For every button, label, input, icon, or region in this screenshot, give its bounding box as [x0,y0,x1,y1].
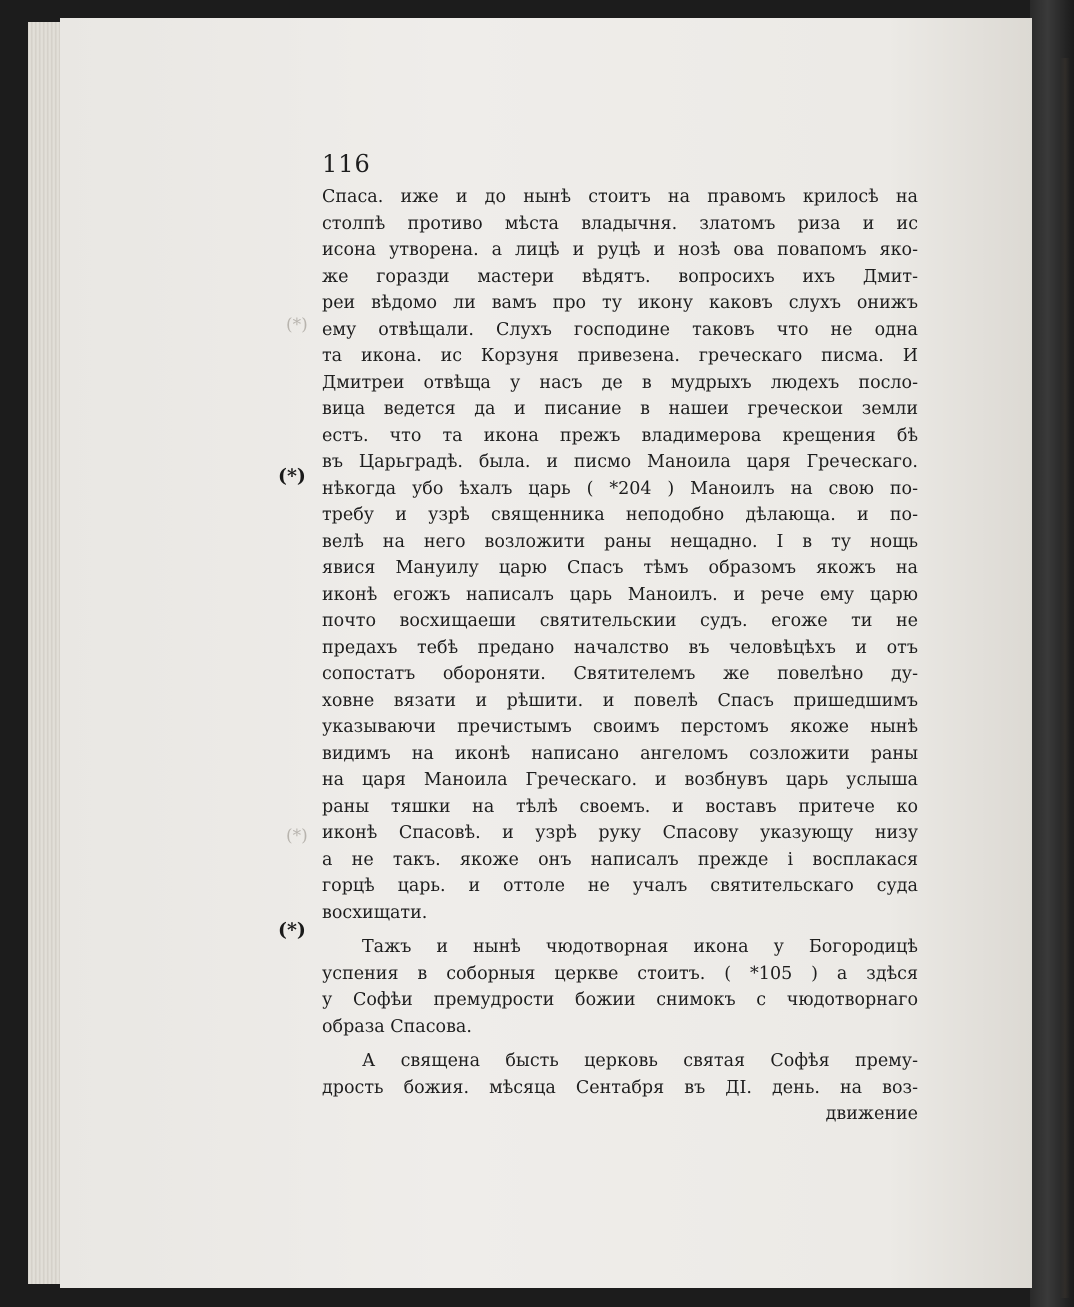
paragraph-gap [322,926,918,934]
text-line: восхищати. [322,902,428,923]
text-line: почто восхищаеши святительскии судъ. егоже ти не [322,611,918,631]
text-line: на царя Маноила Греческаго. и возбнувъ царь услыша [322,770,918,790]
text-line: нѣкогда убо ѣхалъ царь ( *204 ) Маноилъ на свою по- [322,478,918,499]
spine-crease [1060,58,1070,1298]
text-line: указываючи пречистымъ своимъ перстомъ якоже нынѣ [322,717,918,737]
text-line: предахъ тебѣ предано началство въ человѣцѣхъ и отъ [322,637,918,658]
text-line: вица ведется да и писание в нашеи греческои земли [322,399,918,419]
text-line: столпѣ противо мѣста владычня. златомъ риза и ис [322,213,918,234]
text-line: Спаса. иже и до нынѣ стоитъ на правомъ крилосѣ на [322,187,918,207]
marginal-note-mark: (*) [278,465,306,487]
text-line: требу и узрѣ священника неподобно дѣлающа. и по- [322,505,918,525]
text-line: явися Мануилу царю Спасъ тѣмъ образомъ якожъ на [322,558,918,578]
text-line: у Софѣи премудрости божии снимокъ с чюдотворнаго [322,990,918,1010]
text-line: иконѣ егожъ написалъ царь Маноилъ. и рече ему царю [322,584,918,605]
text-line: естъ. что та икона прежъ владимерова крещения бѣ [322,425,918,446]
text-line: горцѣ царь. и оттоле не учалъ святительскаго суда [322,876,918,896]
text-line: реи вѣдомо ли вамъ про ту икону каковъ слухъ онижъ [322,293,918,313]
text-line: А священа бысть церковь святая Софѣя прему- [362,1051,918,1071]
text-line: Дмитреи отвѣща у насъ де в мудрыхъ людехъ посло- [322,372,918,393]
text-line: исона утворена. а лицѣ и руцѣ и нозѣ ова повапомъ яко- [322,240,918,260]
text-line: же горазди мастери вѣдятъ. вопросихъ ихъ Дмит- [322,266,918,287]
text-line: въ Царьградѣ. была. и писмо Маноила царя Греческаго. [322,452,918,472]
text-line: дрость божия. мѣсяца Сентабря въ ДI. день. на воз- [322,1077,918,1098]
text-line: раны тяшки на тѣлѣ своемъ. и воставъ притече ко [322,796,918,817]
text-line: иконѣ Спасовѣ. и узрѣ руку Спасову указующу низу [322,823,918,843]
faint-marginal-mark: (*) [286,826,308,846]
text-line: Тажъ и нынѣ чюдотворная икона у Богородицѣ [362,937,918,957]
text-line: а не такъ. якоже онъ написалъ прежде і восплакася [322,849,918,870]
catchword: движение [825,1104,918,1124]
page-number: 116 [322,150,371,178]
text-line: успения в соборныя церкве стоитъ. ( *105 ) а здѣся [322,963,918,984]
text-line: велѣ на него возложити раны нещадно. I в ту нощь [322,531,918,552]
page-body-text [322,184,918,1128]
text-line: ему отвѣщали. Слухъ господине таковъ что не одна [322,319,918,340]
text-line: видимъ на иконѣ написано ангеломъ созложити раны [322,743,918,764]
paragraph-gap [322,1040,918,1048]
faint-marginal-mark: (*) [286,315,308,335]
text-line: образа Спасова. [322,1016,472,1037]
marginal-note-mark: (*) [278,919,306,941]
text-line: ховне вязати и рѣшити. и повелѣ Спасъ пришедшимъ [322,690,918,711]
text-line: та икона. ис Корзуня привезена. греческаго писма. И [322,346,918,366]
text-line: сопостатъ обороняти. Святителемъ же повелѣно ду- [322,664,918,684]
